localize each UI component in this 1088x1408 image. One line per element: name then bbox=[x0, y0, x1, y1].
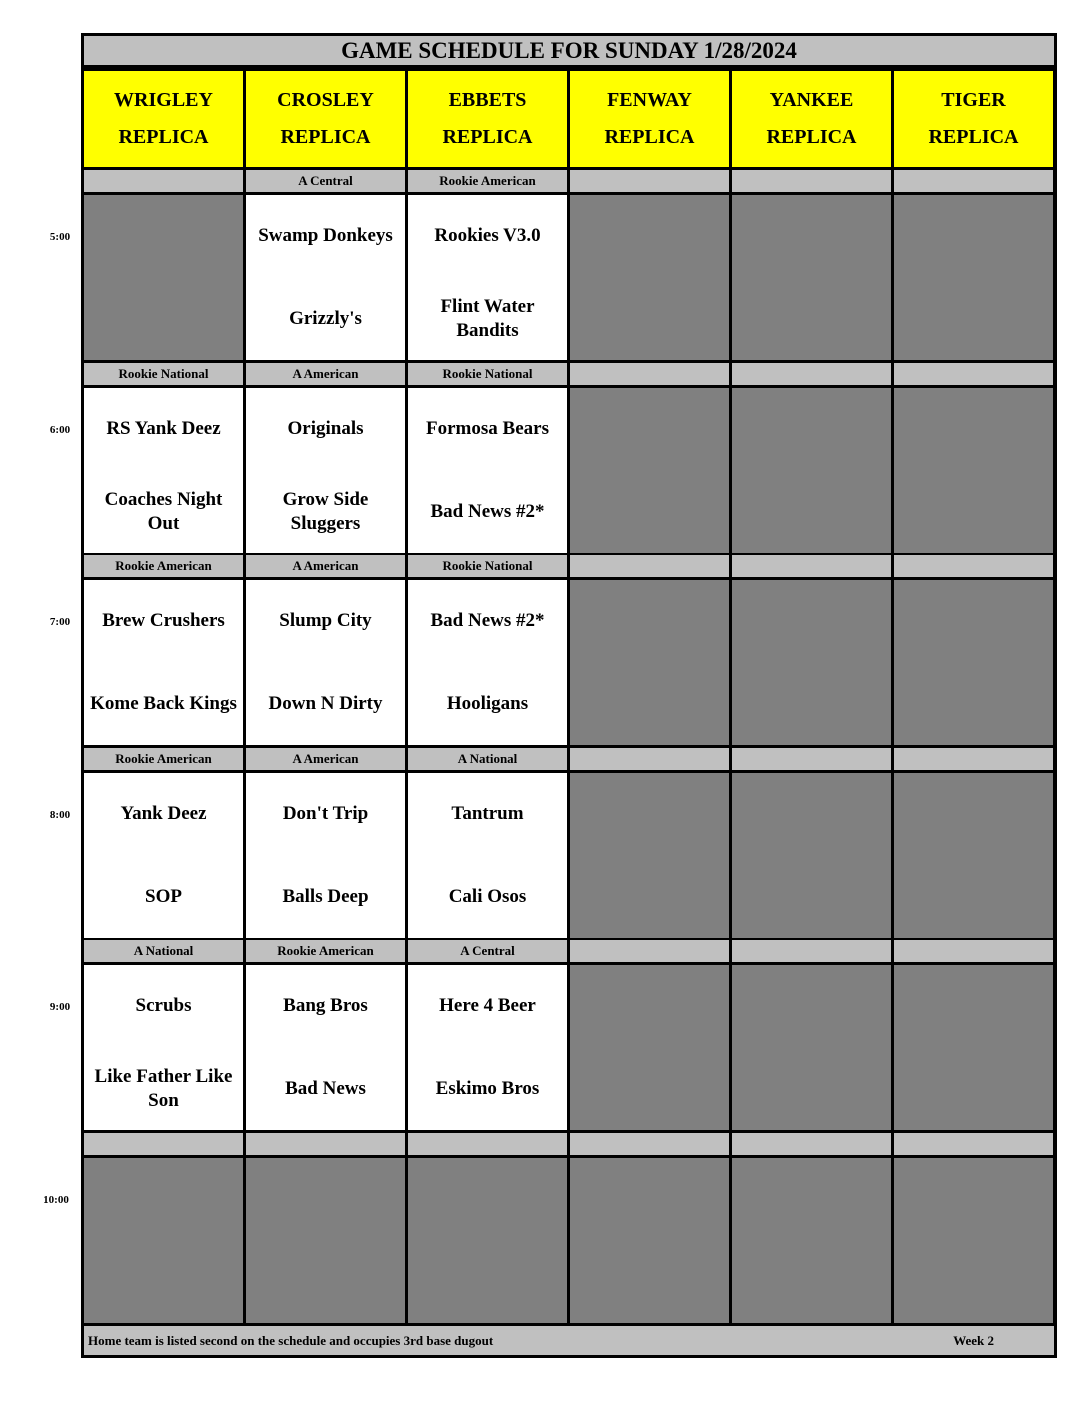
game-cell bbox=[408, 773, 567, 938]
empty-slot bbox=[84, 195, 243, 360]
time-label: 9:00 bbox=[49, 1001, 71, 1013]
field-subtitle: REPLICA bbox=[604, 126, 695, 148]
empty-slot bbox=[732, 1158, 891, 1323]
away-team: Bad News #2* bbox=[430, 610, 545, 632]
division-label bbox=[732, 555, 891, 577]
game-cell bbox=[84, 580, 243, 745]
home-team: Bad News #2* bbox=[430, 500, 545, 522]
time-label: 5:00 bbox=[49, 231, 71, 243]
division-label: A American bbox=[246, 363, 405, 385]
empty-slot bbox=[570, 965, 729, 1130]
field-subtitle: REPLICA bbox=[766, 126, 857, 148]
field-header-ebbets bbox=[408, 71, 567, 167]
field-header-wrigley bbox=[84, 71, 243, 167]
division-label: Rookie American bbox=[408, 170, 567, 192]
field-subtitle: REPLICA bbox=[928, 126, 1019, 148]
away-team: Bang Bros bbox=[283, 995, 368, 1017]
division-label bbox=[570, 1133, 729, 1155]
division-label bbox=[84, 170, 243, 192]
empty-slot bbox=[84, 1158, 243, 1323]
empty-slot bbox=[570, 1158, 729, 1323]
empty-slot bbox=[894, 195, 1053, 360]
home-team: Hooligans bbox=[446, 692, 529, 714]
away-team: Rookies V3.0 bbox=[434, 225, 541, 247]
empty-slot bbox=[894, 1158, 1053, 1323]
footer-bar bbox=[84, 1326, 1054, 1355]
division-label bbox=[84, 1133, 243, 1155]
away-team: Scrubs bbox=[135, 995, 192, 1017]
footer-note: Home team is listed second on the schedule and occupies 3rd base dugout bbox=[88, 1332, 494, 1348]
empty-slot bbox=[570, 580, 729, 745]
home-team: Grow Side Sluggers bbox=[282, 488, 369, 534]
division-label bbox=[894, 748, 1053, 770]
game-cell bbox=[408, 580, 567, 745]
empty-slot bbox=[894, 580, 1053, 745]
away-team: Originals bbox=[287, 418, 364, 440]
division-label bbox=[570, 363, 729, 385]
division-label bbox=[570, 748, 729, 770]
game-cell bbox=[408, 195, 567, 360]
division-label: A National bbox=[84, 940, 243, 962]
game-cell bbox=[246, 195, 405, 360]
empty-slot bbox=[732, 388, 891, 553]
game-cell bbox=[246, 580, 405, 745]
division-label bbox=[732, 1133, 891, 1155]
empty-slot bbox=[732, 965, 891, 1130]
division-label bbox=[570, 555, 729, 577]
division-label bbox=[246, 1133, 405, 1155]
away-team: Brew Crushers bbox=[102, 610, 225, 632]
week-label: Week 2 bbox=[953, 1332, 994, 1348]
time-label: 8:00 bbox=[49, 809, 71, 821]
time-label: 7:00 bbox=[49, 616, 71, 628]
division-label bbox=[732, 748, 891, 770]
division-label bbox=[732, 170, 891, 192]
game-cell bbox=[408, 388, 567, 553]
division-label: Rookie National bbox=[408, 555, 567, 577]
field-header-crosley bbox=[246, 71, 405, 167]
game-cell bbox=[246, 773, 405, 938]
away-team: Here 4 Beer bbox=[439, 995, 536, 1017]
field-name: CROSLEY bbox=[277, 89, 374, 111]
field-header-tiger bbox=[894, 71, 1053, 167]
field-subtitle: REPLICA bbox=[280, 126, 371, 148]
empty-slot bbox=[246, 1158, 405, 1323]
home-team: SOP bbox=[145, 885, 182, 907]
empty-slot bbox=[570, 773, 729, 938]
empty-slot bbox=[894, 965, 1053, 1130]
game-cell bbox=[408, 965, 567, 1130]
empty-slot bbox=[570, 195, 729, 360]
field-subtitle: REPLICA bbox=[118, 126, 209, 148]
game-cell bbox=[84, 388, 243, 553]
division-label: Rookie American bbox=[84, 555, 243, 577]
empty-slot bbox=[732, 580, 891, 745]
empty-slot bbox=[570, 388, 729, 553]
field-name: WRIGLEY bbox=[114, 89, 213, 111]
home-team: Cali Osos bbox=[448, 885, 527, 907]
home-team: Balls Deep bbox=[282, 885, 369, 907]
division-label bbox=[570, 940, 729, 962]
home-team: Grizzly's bbox=[289, 307, 362, 329]
empty-slot bbox=[732, 773, 891, 938]
division-label bbox=[732, 363, 891, 385]
home-team: Eskimo Bros bbox=[435, 1077, 540, 1099]
division-label: A American bbox=[246, 748, 405, 770]
home-team: Like Father Like Son bbox=[94, 1065, 233, 1111]
empty-slot bbox=[732, 195, 891, 360]
time-label: 6:00 bbox=[49, 424, 71, 436]
field-name: TIGER bbox=[941, 89, 1006, 111]
time-label: 10:00 bbox=[43, 1194, 69, 1206]
home-team: Coaches Night Out bbox=[104, 488, 223, 534]
game-cell bbox=[246, 965, 405, 1130]
division-label bbox=[408, 1133, 567, 1155]
game-cell bbox=[84, 773, 243, 938]
schedule-title: GAME SCHEDULE FOR SUNDAY 1/28/2024 bbox=[84, 36, 1054, 68]
home-team: Kome Back Kings bbox=[90, 692, 237, 714]
division-label bbox=[894, 940, 1053, 962]
away-team: RS Yank Deez bbox=[106, 418, 221, 440]
division-label: A American bbox=[246, 555, 405, 577]
home-team: Flint Water Bandits bbox=[440, 295, 535, 341]
empty-slot bbox=[894, 388, 1053, 553]
field-subtitle: REPLICA bbox=[442, 126, 533, 148]
game-cell bbox=[84, 965, 243, 1130]
division-label bbox=[894, 1133, 1053, 1155]
division-label: Rookie American bbox=[246, 940, 405, 962]
division-label: A Central bbox=[246, 170, 405, 192]
away-team: Slump City bbox=[279, 610, 372, 632]
field-header-fenway bbox=[570, 71, 729, 167]
division-label: Rookie National bbox=[408, 363, 567, 385]
field-name: EBBETS bbox=[448, 89, 527, 111]
field-header-yankee bbox=[732, 71, 891, 167]
away-team: Swamp Donkeys bbox=[258, 225, 393, 247]
home-team: Bad News bbox=[285, 1077, 366, 1099]
away-team: Tantrum bbox=[451, 803, 524, 825]
division-label bbox=[894, 170, 1053, 192]
game-cell bbox=[246, 388, 405, 553]
empty-slot bbox=[894, 773, 1053, 938]
division-label: Rookie National bbox=[84, 363, 243, 385]
schedule-table bbox=[81, 33, 1057, 1358]
division-label: A Central bbox=[408, 940, 567, 962]
away-team: Don't Trip bbox=[282, 803, 369, 825]
division-label bbox=[570, 170, 729, 192]
home-team: Down N Dirty bbox=[268, 692, 383, 714]
field-name: FENWAY bbox=[607, 89, 692, 111]
division-label: Rookie American bbox=[84, 748, 243, 770]
division-label bbox=[894, 555, 1053, 577]
away-team: Formosa Bears bbox=[426, 418, 549, 440]
empty-slot bbox=[408, 1158, 567, 1323]
division-label bbox=[732, 940, 891, 962]
division-label bbox=[894, 363, 1053, 385]
field-name: YANKEE bbox=[769, 89, 854, 111]
division-label: A National bbox=[408, 748, 567, 770]
away-team: Yank Deez bbox=[120, 803, 207, 825]
